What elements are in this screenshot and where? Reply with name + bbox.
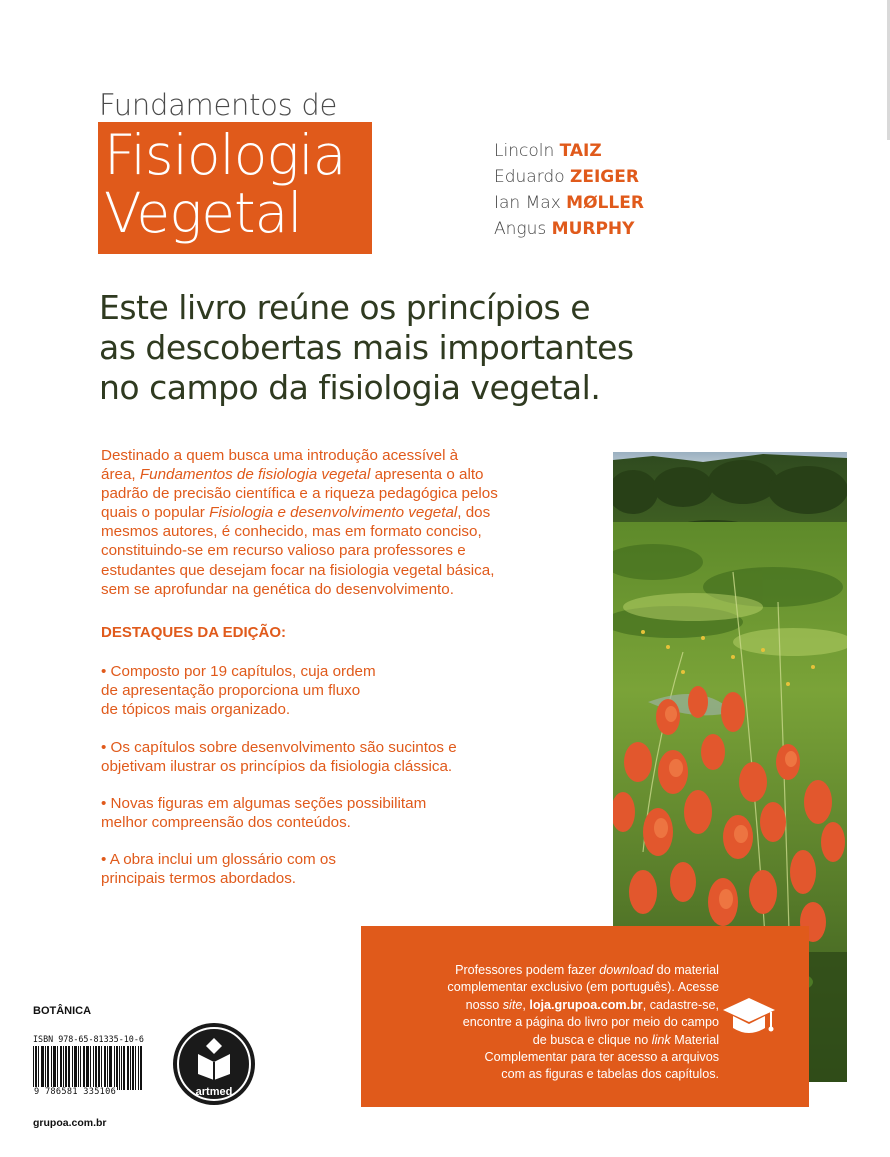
highlight-item: • Os capítulos sobre desenvolvimento são sucintos e objetivam ilustrar os princípios da fisiologia clássica. bbox=[101, 739, 457, 776]
title-box bbox=[98, 122, 372, 254]
highlights-title: DESTAQUES DA EDIÇÃO: bbox=[101, 624, 287, 641]
description-paragraph: Destinado a quem busca uma introdução acessível à área, Fundamentos de fisiologia vegetal apresenta o alto padrão de precisão científica e a riqueza pedagógica pelos quais o popular Fisiologia e desenvolvimento vegetal, dos mesmos autores, é conhecido, mas em formato conciso, constituindo-se em recurso valioso para professores e estudantes que desejam focar na fisiologia vegetal básica, sem se aprofundar na genética do desenvolvimento. bbox=[101, 447, 498, 598]
author: Lincoln TAIZ bbox=[494, 141, 602, 161]
highlight-item: • A obra inclui um glossário com os principais termos abordados. bbox=[101, 851, 336, 888]
title-line-2: Vegetal bbox=[104, 181, 302, 245]
lead-statement: Este livro reúne os princípios e as descobertas mais importantes no campo da fisiologia vegetal. bbox=[99, 288, 634, 407]
author: Eduardo ZEIGER bbox=[494, 167, 639, 187]
artmed-logo bbox=[172, 1022, 256, 1106]
highlight-item: • Novas figuras em algumas seções possibilitam melhor compreensão dos conteúdos. bbox=[101, 795, 427, 832]
callout-text: Professores podem fazer download do material complementar exclusivo (em português). Acesse nosso site, loja.grupoa.com.br, cadastre-se, encontre a página do livro por meio do campo de busca e clique no link Material Complementar para ter acesso a arquivos com as figuras e tabelas dos capítulos. bbox=[447, 963, 719, 1082]
authors-list bbox=[494, 138, 644, 242]
teacher-material-callout bbox=[361, 926, 809, 1107]
author: Ian Max MØLLER bbox=[494, 193, 644, 213]
graduation-cap-icon bbox=[721, 994, 777, 1038]
svg-text:artmed: artmed bbox=[195, 1086, 233, 1098]
author: Angus MURPHY bbox=[494, 219, 635, 239]
barcode-number: 9 786581 335106 bbox=[34, 1087, 117, 1097]
title-line-1: Fisiologia bbox=[104, 123, 346, 187]
category-label: BOTÂNICA bbox=[33, 1005, 92, 1017]
highlight-item: • Composto por 19 capítulos, cuja ordem de apresentação proporciona um fluxo de tópicos mais organizado. bbox=[101, 663, 376, 719]
title-prefix: Fundamentos de bbox=[99, 88, 337, 122]
store-link[interactable]: loja.grupoa.com.br bbox=[529, 997, 643, 1012]
publisher-site: grupoa.com.br bbox=[33, 1117, 107, 1129]
isbn-label: ISBN 978-65-81335-10-6 bbox=[33, 1034, 144, 1044]
